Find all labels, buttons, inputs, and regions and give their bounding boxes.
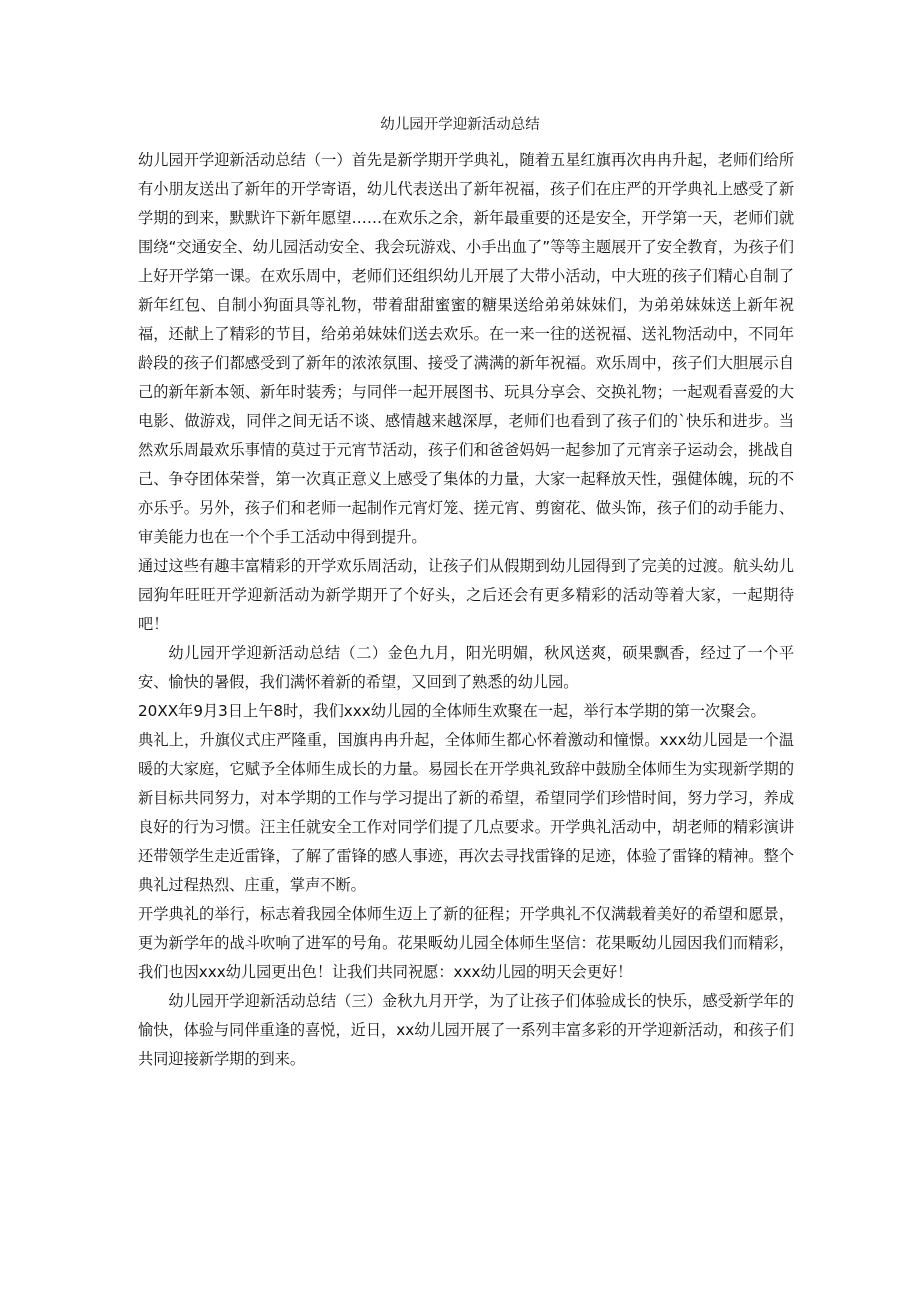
paragraph-summary-one: 幼儿园开学迎新活动总结（一）首先是新学期开学典礼，随着五星红旗再次冉冉升起，老师们给所有小朋友送出了新年的开学寄语，幼儿代表送出了新年祝福，孩子们在庄严的开学典礼上感受了新学期的到来，默默许下新年愿望……在欢乐之余，新年最重要的还是安全，开学第一天，老师们就围绕“交通安全、幼儿园活动安全、我会玩游戏、小手出血了”等等主题展开了安全教育，为孩子们上好开学第一课。在欢乐周中，老师们还组织幼儿开展了大带小活动，中大班的孩子们精心自制了新年红包、自制小狗面具等礼物，带着甜甜蜜蜜的糖果送给弟弟妹妹们，为弟弟妹妹送上新年祝福，还献上了精彩的节目，给弟弟妹妹们送去欢乐。在一来一往的送祝福、送礼物活动中，不同年龄段的孩子们都感受到了新年的浓浓氛围、接受了满满的新年祝福。欢乐周中，孩子们大胆展示自己的新年新本领、新年时装秀；与同伴一起开展图书、玩具分享会、交换礼物；一起观看喜爱的大电影、做游戏，同伴之间无话不谈、感情越来越深厚，老师们也看到了孩子们的`快乐和进步。当然欢乐周最欢乐事情的莫过于元宵节活动，孩子们和爸爸妈妈一起参加了元宵亲子运动会，挑战自己、争夺团体荣誉，第一次真正意义上感受了集体的力量，大家一起释放天性，强健体魄，玩的不亦乐乎。另外，孩子们和老师一起制作元宵灯笼、搓元宵、剪窗花、做头饰，孩子们的动手能力、审美能力也在一个个手工活动中得到提升。	[138, 151, 794, 546]
paragraph-ceremony-significance: 开学典礼的举行，标志着我园全体师生迈上了新的征程；开学典礼不仅满载着美好的希望和愿景，更为新学年的战斗吹响了进军的号角。花果畈幼儿园全体师生坚信：花果畈幼儿园因我们而精彩，我们也因xxx幼儿园更出色！让我们共同祝愿：xxx幼儿园的明天会更好！	[138, 905, 794, 981]
document-body	[138, 146, 794, 1074]
paragraph-summary-one-closing: 通过这些有趣丰富精彩的开学欢乐周活动，让孩子们从假期到幼儿园得到了完美的过渡。航头幼儿园狗年旺旺开学迎新活动为新学期开了个好头，之后还会有更多精彩的活动等着大家，一起期待吧！	[138, 557, 794, 633]
paragraph-assembly-date: 20XX年9月3日上午8时，我们xxx幼儿园的全体师生欢聚在一起，举行本学期的第一次聚会。	[138, 702, 766, 720]
paragraph-summary-two: 幼儿园开学迎新活动总结（二）金色九月，阳光明媚，秋风送爽，硕果飘香，经过了一个平安、愉快的暑假，我们满怀着新的希望，又回到了熟悉的幼儿园。	[138, 644, 794, 691]
paragraph-summary-three: 幼儿园开学迎新活动总结（三）金秋九月开学，为了让孩子们体验成长的快乐，感受新学年的愉快，体验与同伴重逢的喜悦，近日，xx幼儿园开展了一系列丰富多彩的开学迎新活动，和孩子们共同迎接新学期的到来。	[138, 992, 794, 1068]
paragraph-ceremony: 典礼上，升旗仪式庄严隆重，国旗冉冉升起，全体师生都心怀着激动和憧憬。xxx幼儿园是一个温暖的大家庭，它赋予全体师生成长的力量。易园长在开学典礼致辞中鼓励全体师生为实现新学期的新目标共同努力，对本学期的工作与学习提出了新的希望，希望同学们珍惜时间，努力学习，养成良好的行为习惯。汪主任就安全工作对同学们提了几点要求。开学典礼活动中，胡老师的精彩演讲还带领学生走近雷锋，了解了雷锋的感人事迹，再次去寻找雷锋的足迹，体验了雷锋的精神。整个典礼过程热烈、庄重，掌声不断。	[138, 731, 794, 894]
document-title: 幼儿园开学迎新活动总结	[380, 117, 540, 133]
